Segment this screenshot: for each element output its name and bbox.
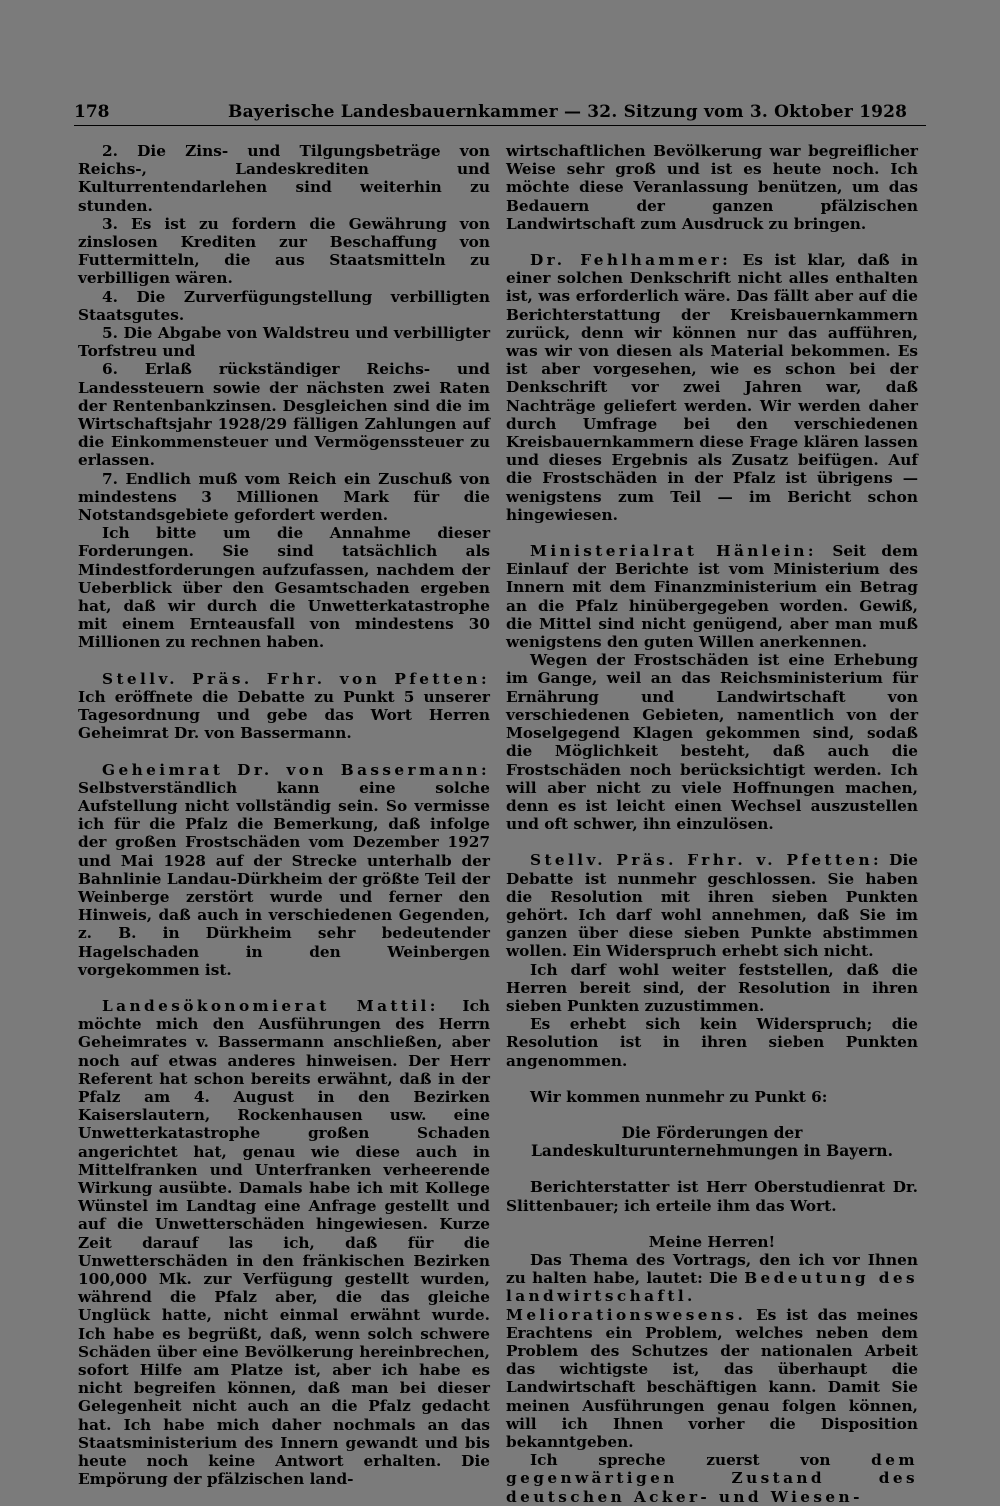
speech-paragraph xyxy=(78,761,490,979)
paragraph: Wegen der Frostschäden ist eine Erhebung im Gange, weil an das Reichsministerium für Ernährung und Landwirtschaft von verschiedenen Gebieten, namentlich von der Moselgegend Klagen gekommen sind, sodaß die Möglichkeit besteht, daß auch die Frostschäden noch berücksichtigt werden. Ich will aber nicht zu viele Hoffnungen machen, denn es ist leicht einen Wechsel auszustellen und oft schwer, ihn einzulösen. xyxy=(506,651,918,834)
speech-text: Selbstverständlich kann eine solche Aufstellung nicht vollständig sein. So vermisse ich für die Pfalz die Bemerkung, daß infolge der großen Frostschäden vom Dezember 1927 und Mai 1928 auf der Strecke unterhalb der Bahnlinie Landau-Dürkheim der größte Teil der Weinberge zerstört wurde und ferner den Hinweis, daß auch in verschiedenen Gegenden, z. B. in Dürkheim sehr bedeutender Hagelschaden in den Weinbergen vorgekommen ist. xyxy=(78,778,490,979)
speech-text: Es ist klar, daß in einer solchen Denkschrift nicht alles enthalten ist, was erforderlich wäre. Das fällt aber auf die Berichterstattung der Kreisbauernkammern zurück, denn wir können nur das aufführen, was wir von diesen als Material bekommen. Es ist aber vorgesehen, wie es schon bei der Denkschrift vor zwei Jahren war, daß Nachträge geliefert werden. Wir werden daher durch Umfrage bei den verschiedenen Kreisbauernkammern diese Frage klären lassen und dieses Ergebnis als Zusatz beifügen. Auf die Frostschäden in der Pfalz ist übrigens — wenigstens zum Teil — im Bericht schon hingewiesen. xyxy=(506,251,918,524)
salutation: Meine Herren! xyxy=(648,1232,776,1251)
header-rule xyxy=(74,125,926,126)
running-header xyxy=(74,100,926,126)
paragraph: 7. Endlich muß vom Reich ein Zuschuß von mindestens 3 Millionen Mark für die Notstandsgebiete gefordert werden. xyxy=(78,469,490,525)
speaker-name: Stellv. Präs. Frhr. von Pfetten: xyxy=(102,669,490,688)
speaker-name: Dr. Fehlhammer: xyxy=(530,251,732,270)
paragraph: 3. Es ist zu fordern die Gewährung von zinslosen Krediten zur Beschaffung von Futtermitteln, die aus Staatsmitteln zu verbilligen wären. xyxy=(78,214,490,288)
speech-text: Ich eröffnete die Debatte zu Punkt 5 unserer Tagesordnung und gebe das Wort Herren Geheimrat Dr. von Bassermann. xyxy=(78,687,490,743)
paragraph xyxy=(506,1451,918,1506)
right-column xyxy=(506,142,918,1506)
emphasized-text: dem gegenwärtigen Zustand des deutschen Acker- und Wiesen- xyxy=(506,1451,918,1506)
text-run: Das Thema des Vortrags, den ich vor Ihnen zu halten habe, lautet: Die xyxy=(506,1250,918,1288)
paragraph: Es erhebt sich kein Widerspruch; die Resolution ist in ihren sieben Punkten angenommen. xyxy=(506,1015,918,1070)
speaker-name: Stellv. Präs. Frhr. v. Pfetten: xyxy=(530,851,883,870)
speech-paragraph xyxy=(78,670,490,743)
page-number: 178 xyxy=(74,102,110,122)
speaker-name: Ministerialrat Hänlein: xyxy=(530,542,817,561)
speaker-name: Geheimrat Dr. von Bassermann: xyxy=(102,760,490,779)
speech-paragraph xyxy=(506,251,918,524)
speech-text: Ich möchte mich den Ausführungen des Herrn Geheimrates v. Bassermann anschließen, aber noch auf etwas anderes hinweisen. Der Herr Referent hat schon bereits erwähnt, daß in der Pfalz am 4. August in den Bezirken Kaiserslautern, Rockenhausen usw. eine Unwetterkatastrophe großen Schaden angerichtet hat, genau wie diese auch in Mittelfranken und Unterfranken verheerende Wirkung ausübte. Damals habe ich mit Kollege Wünstel im Landtag eine Anfrage gestellt und auf die Unwetterschäden hingewiesen. Kurze Zeit darauf las ich, daß für die Unwetterschäden in den fränkischen Bezirken 100,000 Mk. zur Verfügung gestellt wurden, während die Pfalz aber, die das gleiche Unglück hatte, nicht einmal erwähnt wurde. Ich habe es begrüßt, daß, wenn solch schwere Schäden über eine Bevölkerung hereinbrechen, sofort Hilfe am Platze ist, aber ich habe es nicht begreifen können, daß man bei dieser Gelegenheit nicht auch an die Pfalz gedacht hat. Ich habe mich daher nochmals an das Staatsministerium des Innern gewandt und bis heute noch keine Antwort erhalten. Die Empörung der pfälzischen land- xyxy=(78,996,491,1489)
paragraph: Wir kommen nunmehr zu Punkt 6: xyxy=(530,1087,828,1106)
speech-paragraph xyxy=(78,997,490,1488)
paragraph: 5. Die Abgabe von Waldstreu und verbilligter Torfstreu und xyxy=(78,324,490,361)
text-run: Ich spreche zuerst von xyxy=(530,1451,872,1470)
paragraph: 6. Erlaß rückständiger Reichs- und Landessteuern sowie der nächsten zwei Raten der Rentenbankzinsen. Desgleichen sind die im Wirtschaftsjahr 1928/29 fälligen Zahlungen auf die Einkommensteuer und Vermögenssteuer zu erlassen. xyxy=(78,360,490,470)
emphasized-text: Bedeutung des landwirtschaftl. Meliorationswesens. xyxy=(506,1269,918,1324)
speech-paragraph xyxy=(506,851,918,960)
paragraph xyxy=(506,1251,918,1451)
paragraph: 2. Die Zins- und Tilgungsbeträge von Reichs-, Landeskrediten und Kulturrentendarlehen sind weiterhin zu stunden. xyxy=(78,142,490,215)
speech-text: Die Debatte ist nunmehr geschlossen. Sie haben die Resolution mit ihren sieben Punkten gehört. Ich darf wohl annehmen, daß Sie im ganzen über diese sieben Punkte abstimmen wollen. Ein Widerspruch erhebt sich nicht. xyxy=(506,851,918,961)
paragraph: 4. Die Zurverfügungstellung verbilligten Staatsgutes. xyxy=(78,287,490,324)
text-run: Es ist das meines Erachtens ein Problem, welches neben dem Problem des Schutzes der nationalen Arbeit das wichtigste ist, das überhaupt die Landwirtschaft beschäftigen kann. Damit Sie meinen Ausführungen genau folgen können, will ich Ihnen vorher die Disposition bekanntgeben. xyxy=(506,1305,918,1451)
running-title: Bayerische Landesbauernkammer — 32. Sitzung vom 3. Oktober 1928 xyxy=(228,102,908,122)
section-heading: Die Förderungen der Landeskulturunternehmungen in Bayern. xyxy=(531,1122,893,1161)
paragraph: Ich bitte um die Annahme dieser Forderungen. Sie sind tatsächlich als Mindestforderungen aufzufassen, nachdem der Ueberblick über den Gesamtschaden ergeben hat, daß wir durch die Unwetterkatastrophe mit einem Ernteausfall von mindestens 30 Millionen zu rechnen haben. xyxy=(78,524,490,652)
paragraph: wirtschaftlichen Bevölkerung war begreiflicher Weise sehr groß und ist es heute noch. Ich möchte diese Veranlassung benützen, um das Bedauern der ganzen pfälzischen Landwirtschaft zum Ausdruck zu bringen. xyxy=(506,142,918,233)
left-column xyxy=(78,142,490,1488)
paragraph: Berichterstatter ist Herr Oberstudienrat Dr. Slittenbauer; ich erteile ihm das Wort. xyxy=(506,1178,918,1215)
speaker-name: Landesökonomierat Mattil: xyxy=(102,996,439,1015)
speech-paragraph xyxy=(506,542,918,651)
speech-text: Seit dem Einlauf der Berichte ist vom Ministerium des Innern mit dem Finanzministerium ein Betrag an die Pfalz hinübergegeben worden. Gewiß, die Mittel sind nicht genügend, aber man muß wenigstens den guten Willen anerkennen. xyxy=(506,542,919,652)
paragraph: Ich darf wohl weiter feststellen, daß die Herren bereit sind, der Resolution in ihren sieben Punkten zuzustimmen. xyxy=(506,960,918,1015)
